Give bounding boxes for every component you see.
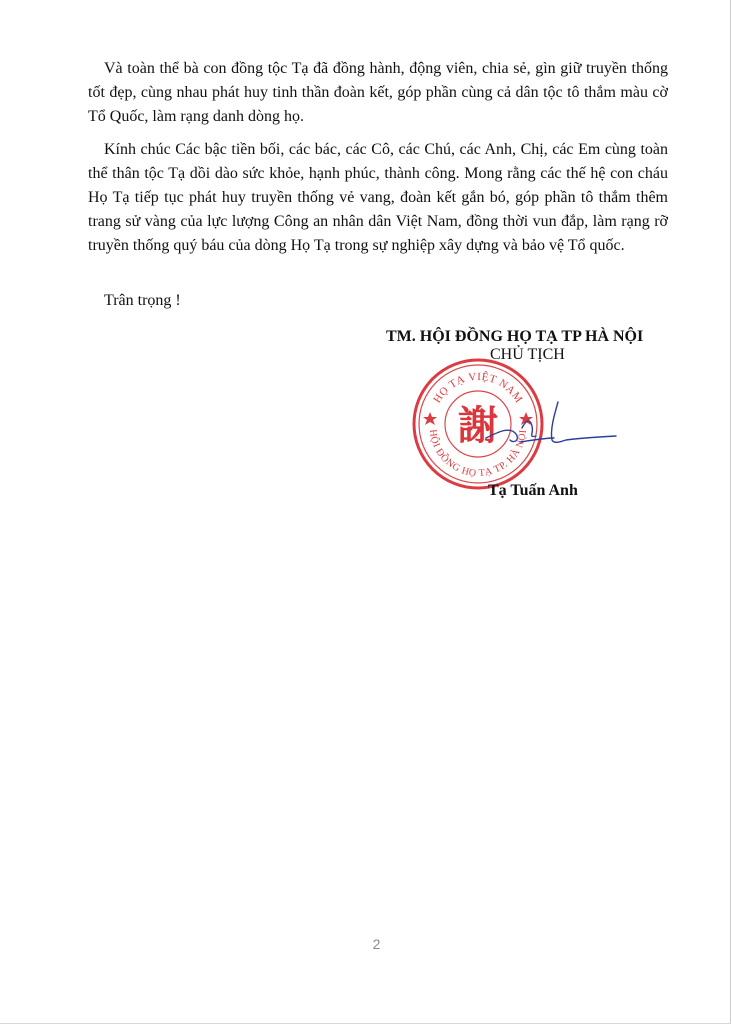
signature-role: CHỦ TỊCH — [490, 346, 565, 363]
closing-line: Trân trọng ! — [104, 292, 181, 309]
body-paragraph-1: Và toàn thể bà con đồng tộc Tạ đã đồng hành, động viên, chia sẻ, gìn giữ truyền thống tốt đẹp, cùng nhau phát huy tinh thần đoàn kết, góp phần cùng cả dân tộc tô thắm màu cờ Tổ Quốc, làm rạng danh dòng họ. — [88, 60, 668, 125]
seal-bottom-text: HỘI ĐỒNG HỌ TẠ TP. HÀ NỘI — [426, 428, 530, 480]
signature-organization: TM. HỘI ĐỒNG HỌ TẠ TP HÀ NỘI — [386, 328, 644, 345]
body-paragraph-2: Kính chúc Các bậc tiền bối, các bác, các Cô, các Chú, các Anh, Chị, các Em cùng toàn thể thân tộc Tạ dồi dào sức khỏe, hạnh phúc, thành công. Mong rằng các thế hệ con cháu Họ Tạ tiếp tục phát huy truyền thống vẻ vang, đoàn kết gắn bó, góp phần tô thắm thêm trang sử vàng của lực lượng Công an nhân dân Việt Nam, đồng thời vun đắp, làm rạng rỡ truyền thống quý báu của dòng Họ Tạ trong sự nghiệp xây dựng và bảo vệ Tổ quốc. — [88, 141, 668, 254]
page-number-text: 2 — [372, 936, 381, 952]
handwritten-signature — [480, 398, 620, 452]
page-number — [0, 936, 731, 952]
seal-center-character: 謝 — [458, 403, 498, 449]
seal-top-text: HỌ TẠ VIỆT NAM — [431, 370, 525, 406]
signer-name: Tạ Tuấn Anh — [488, 482, 578, 499]
